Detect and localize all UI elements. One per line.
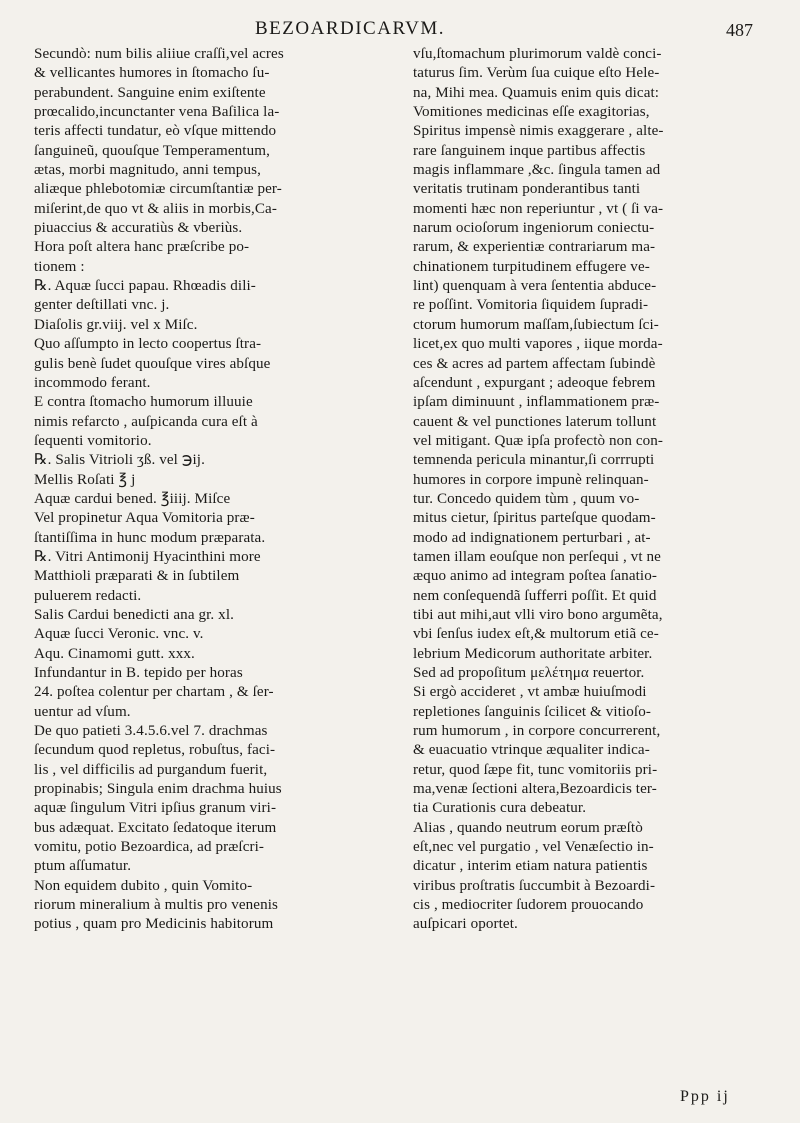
text-line: Quo aſſumpto in lecto coopertus ſtra-: [34, 336, 262, 353]
text-line: incommodo ferant.: [34, 374, 151, 391]
text-line: bus adæquat. Excitato ſedatoque iterum: [34, 819, 277, 836]
text-line: De quo patieti 3.4.5.6.vel 7. drachmas: [34, 723, 268, 740]
text-line: auſpicari oportet.: [413, 916, 518, 933]
text-line: Aquæ cardui bened. ℥iiij. Miſce: [34, 490, 231, 507]
text-line: Hora poſt altera hanc præſcribe po-: [34, 239, 250, 256]
text-line: ipſam diminuunt , inflammationem præ-: [413, 394, 660, 411]
text-line: tibi aut mihi,aut vlli viro bono argumẽta,: [413, 606, 663, 623]
text-line: ℞. Aquæ ſucci papau. Rhœadis dili-: [34, 278, 256, 295]
text-line: rarum, & experientiæ contrariarum ma-: [413, 239, 656, 256]
text-line: veritatis trutinam ponderantibus tanti: [413, 181, 641, 198]
text-line: humores in corpore impunè relinquan-: [413, 471, 649, 488]
text-line: lebrium Medicorum authoritate arbiter.: [413, 645, 653, 662]
text-line: piuaccius & accuratiùs & vberiùs.: [34, 220, 243, 237]
text-line: nimis refarcto , auſpicanda cura eſt à: [34, 413, 258, 430]
text-line: magis inflammare ,&c. ſingula tamen ad: [413, 162, 661, 179]
text-line: rare ſanguinem inque partibus affectis: [413, 142, 646, 159]
text-line: tamen illam eouſque non perſequi , vt ne: [413, 548, 661, 565]
text-line: ces & acres ad partem affectam ſubindè: [413, 355, 656, 372]
text-line: modo ad indignationem perturbari , at-: [413, 529, 651, 546]
text-line: mitus cietur, ſpiritus parteſque quodam-: [413, 510, 656, 527]
text-line: Alias , quando neutrum eorum præſtò: [413, 819, 643, 836]
text-line: Sed ad propoſitum μελέτημα reuertor.: [413, 665, 645, 681]
text-line: Aquæ ſucci Veronic. vnc. v.: [34, 626, 204, 643]
text-line: ctorum humorum maſſam,ſubiectum ſci-: [413, 316, 659, 333]
text-line: teris affecti tundatur, eò vſque mittendo: [34, 123, 277, 140]
text-line: perabundent. Sanguine enim exiſtente: [34, 84, 266, 101]
text-line: ma,venæ ſectioni altera,Bezoardicis ter-: [413, 781, 657, 798]
text-line: ſequenti vomitorio.: [34, 432, 152, 449]
text-line: temnenda pericula minantur,ſi corrrupti: [413, 452, 655, 469]
text-line: viribus proſtratis ſuccumbit à Bezoardi-: [413, 877, 656, 894]
text-line: vel mitigant. Quæ ipſa profectò non con-: [413, 432, 664, 449]
text-line: riorum mineralium à multis pro venenis: [34, 897, 278, 914]
text-line: potius , quam pro Medicinis habitorum: [34, 916, 274, 933]
text-line: ℞. Salis Vitrioli ʒß. vel ℈ij.: [34, 452, 205, 469]
text-line: ætas, morbi magnitudo, anni tempus,: [34, 162, 261, 179]
page-header: [0, 14, 800, 46]
text-line: ſanguineũ, quouſque Temperamentum,: [34, 142, 270, 159]
text-line: nem conſequendã ſufferri poſſit. Et quid: [413, 587, 657, 604]
text-line: Diaſolis gr.viij. vel x Miſc.: [34, 316, 198, 333]
text-line: ℞. Vitri Antimonij Hyacinthini more: [34, 548, 261, 565]
text-line: tionem :: [34, 258, 85, 275]
text-line: genter deſtillati vnc. j.: [34, 297, 170, 314]
text-line: vomitu, potio Bezoardica, ad præſcri-: [34, 839, 265, 856]
text-line: na, Mihi mea. Quamuis enim quis dicat:: [413, 84, 660, 101]
text-line: prœcalido,incunctanter vena Baſilica la-: [34, 104, 280, 121]
text-line: re poſſint. Vomitoria ſiquidem ſupradi-: [413, 297, 649, 314]
text-line: taturus ſim. Verùm ſua cuique eſto Hele-: [413, 65, 660, 82]
running-head: BEZOARDICARVM.: [255, 18, 445, 39]
text-line: tur. Concedo quidem tùm , quum vo-: [413, 490, 640, 507]
text-line: æquo animo ad integram poſtea ſanatio-: [413, 568, 657, 585]
text-line: vſu,ſtomachum plurimorum valdè conci-: [413, 46, 662, 62]
text-line: Salis Cardui benedicti ana gr. xl.: [34, 606, 234, 623]
text-line: narum ocioſorum ingeniorum coniectu-: [413, 220, 655, 237]
text-line: Matthioli præparati & in ſubtilem: [34, 568, 240, 585]
text-line: puluerem redacti.: [34, 587, 142, 604]
text-line: aquæ ſingulum Vitri ipſius granum viri-: [34, 800, 277, 817]
signature-mark: Ppp ij: [680, 1088, 730, 1105]
text-line: lis , vel difficilis ad purgandum fuerit,: [34, 761, 268, 778]
text-line: vbi ſenſus iudex eſt,& multorum etiã ce-: [413, 626, 659, 643]
page-number: 487: [726, 20, 753, 40]
text-line: uentur ad vſum.: [34, 703, 131, 720]
text-line: Vomitiones medicinas eſſe exagitorias,: [413, 104, 650, 121]
text-line: aliæque phlebotomiæ circumſtantiæ per-: [34, 181, 282, 198]
text-line: aſcendunt , expurgant ; adeoque febrem: [413, 374, 656, 391]
text-line: E contra ſtomacho humorum illuuie: [34, 394, 253, 411]
text-line: ſtantiſſima in hunc modum præparata.: [34, 529, 266, 546]
right-text-column: [413, 45, 763, 935]
text-line: Si ergò accideret , vt ambæ huiuſmodi: [413, 684, 647, 701]
text-line: cis , mediocriter ſudorem prouocando: [413, 897, 644, 914]
text-line: miſerint,de quo vt & aliis in morbis,Ca-: [34, 200, 277, 217]
text-line: chinationem turpitudinem effugere ve-: [413, 258, 650, 275]
text-line: dicatur , interim etiam natura patientis: [413, 858, 648, 875]
text-line: gulis benè ſudet quouſque vires abſque: [34, 355, 271, 372]
text-line: Infundantur in B. tepido per horas: [34, 665, 243, 681]
text-line: eſt,nec vel purgatio , vel Venæſectio in-: [413, 839, 654, 856]
text-line: propinabis; Singula enim drachma huius: [34, 781, 282, 798]
text-line: Secundò: num bilis aliiue craſſi,vel acres: [34, 46, 284, 62]
text-line: repletiones ſanguinis ſcilicet & vitioſo-: [413, 703, 652, 720]
text-line: momenti hæc non reperiuntur , vt ( ſi va-: [413, 200, 664, 217]
text-line: 24. poſtea colentur per chartam , & ſer-: [34, 684, 274, 701]
text-line: Aqu. Cinamomi gutt. xxx.: [34, 645, 195, 662]
text-line: ptum aſſumatur.: [34, 858, 132, 875]
text-line: Vel propinetur Aqua Vomitoria præ-: [34, 510, 255, 527]
text-line: & vellicantes humores in ſtomacho ſu-: [34, 65, 270, 82]
text-line: tia Curationis cura debeatur.: [413, 800, 587, 817]
text-line: & euacuatio vtrinque æqualiter indica-: [413, 742, 650, 759]
text-line: Mellis Roſati ℥ j: [34, 471, 136, 488]
text-line: ſecundum quod repletus, robuſtus, faci-: [34, 742, 276, 759]
text-line: retur, quod ſæpe fit, tunc vomitoriis pri-: [413, 761, 658, 778]
text-line: cauent & vel punctiones laterum tollunt: [413, 413, 657, 430]
text-line: rum humorum , in corpore concurrerent,: [413, 723, 661, 740]
text-line: Spiritus impensè nimis exaggerare , alte-: [413, 123, 664, 140]
text-line: lint) quenquam à vera ſententia abduce-: [413, 278, 657, 295]
text-line: Non equidem dubito , quin Vomito-: [34, 877, 253, 894]
text-line: licet,ex quo multi vapores , iique morda-: [413, 336, 663, 353]
left-text-column: [34, 45, 374, 935]
